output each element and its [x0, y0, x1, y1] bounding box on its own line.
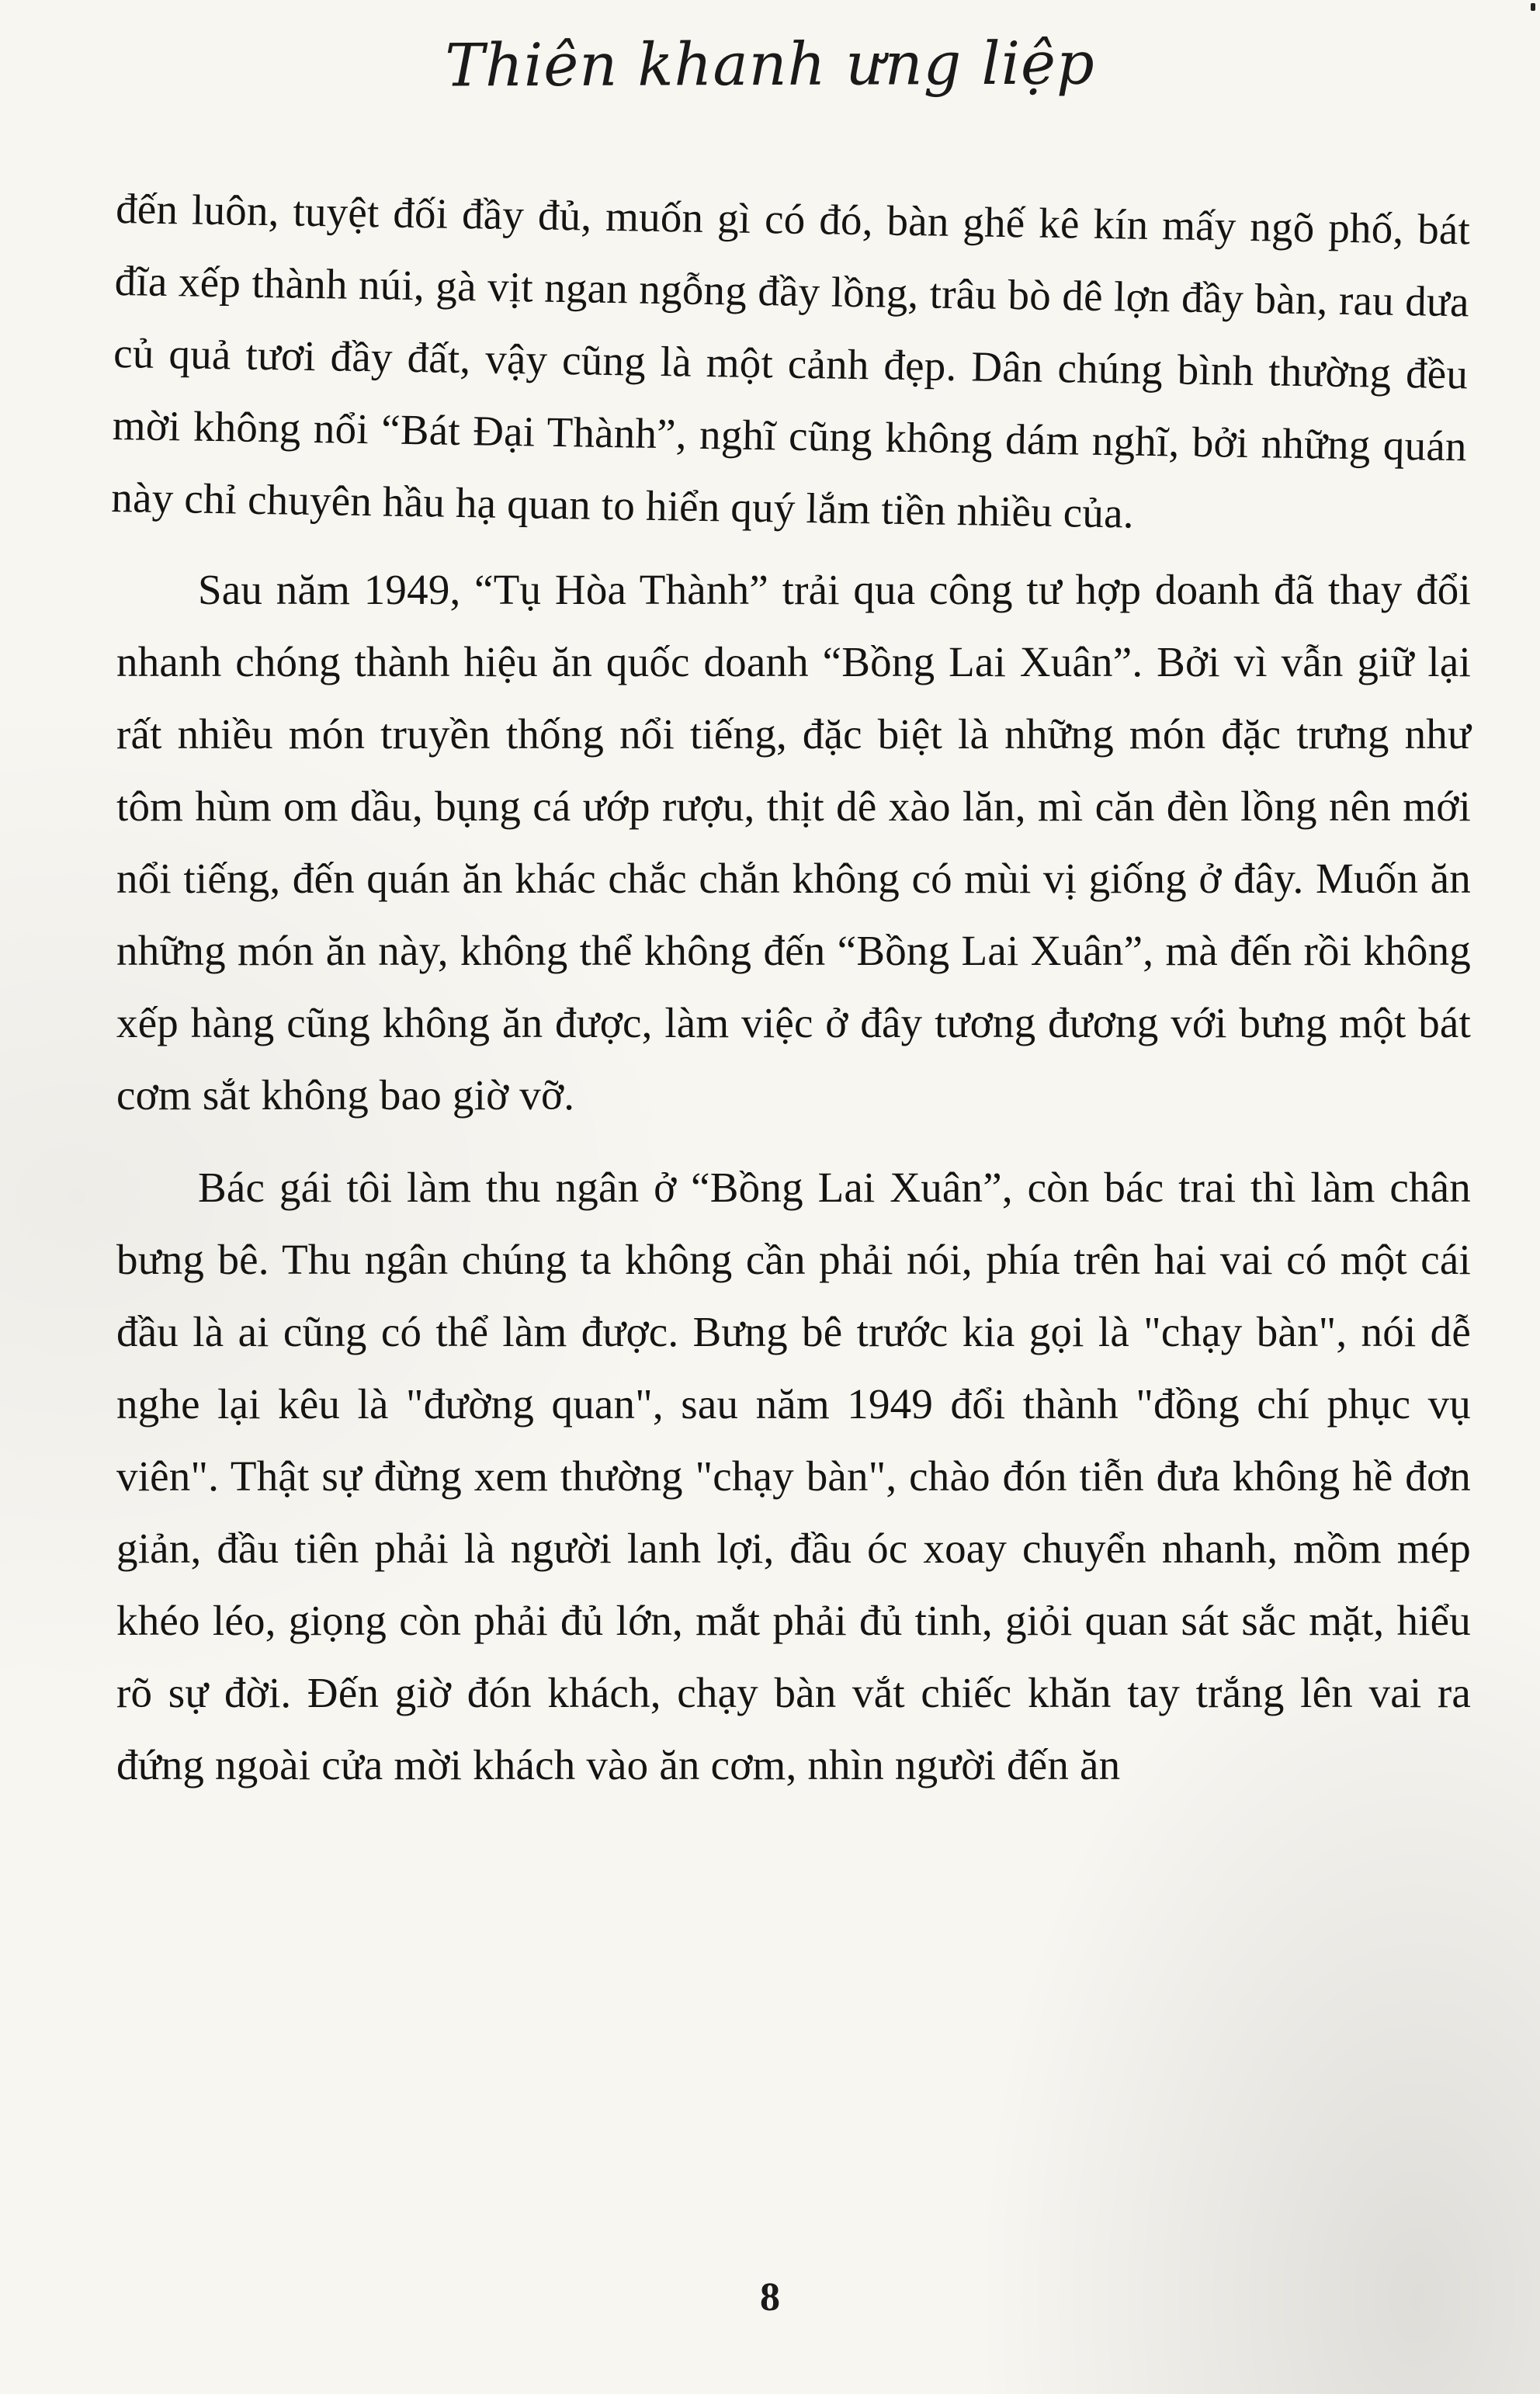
scan-speck [1531, 3, 1535, 11]
running-head: Thiên khanh ưng liệp [445, 28, 1095, 100]
body-text [110, 172, 1471, 1821]
paragraph: Bác gái tôi làm thu ngân ở “Bồng Lai Xuân”, còn bác trai thì làm chân bưng bê. Thu ngân chúng ta không cần phải nói, phía trên hai vai có một cái đầu là ai cũng có thể làm được. Bưng bê trước kia gọi là "chạy bàn", nói dễ nghe lại kêu là "đường quan", sau năm 1949 đổi thành "đồng chí phục vụ viên". Thật sự đừng xem thường "chạy bàn", chào đón tiễn đưa không hề đơn giản, đầu tiên phải là người lanh lợi, đầu óc xoay chuyển nhanh, mồm mép khéo léo, giọng còn phải đủ lớn, mắt phải đủ tinh, giỏi quan sát sắc mặt, hiểu rõ sự đời. Đến giờ đón khách, chạy bàn vắt chiếc khăn tay trắng lên vai ra đứng ngoài cửa mời khách vào ăn cơm, nhìn người đến ăn [116, 1164, 1471, 1789]
paragraph-continued: đến luôn, tuyệt đối đầy đủ, muốn gì có đó, bàn ghế kê kín mấy ngõ phố, bát đĩa xếp thành núi, gà vịt ngan ngỗng đầy lồng, trâu bò dê lợn đầy bàn, rau dưa củ quả tươi đầy đất, vậy cũng là một cảnh đẹp. Dân chúng bình thường đều mời không nổi “Bát Đại Thành”, nghĩ cũng không dám nghĩ, bởi những quán này chỉ chuyên hầu hạ quan to hiển quý lắm tiền nhiều của. [110, 184, 1471, 537]
paragraph: Sau năm 1949, “Tụ Hòa Thành” trải qua công tư hợp doanh đã thay đổi nhanh chóng thành hiệu ăn quốc doanh “Bồng Lai Xuân”. Bởi vì vẫn giữ lại rất nhiều món truyền thống nổi tiếng, đặc biệt là những món đặc trưng như tôm hùm om dầu, bụng cá ướp rượu, thịt dê xào lăn, mì căn đèn lồng nên mới nổi tiếng, đến quán ăn khác chắc chắn không có mùi vị giống ở đây. Muốn ăn những món ăn này, không thể không đến “Bồng Lai Xuân”, mà đến rồi không xếp hàng cũng không ăn được, làm việc ở đây tương đương với bưng một bát cơm sắt không bao giờ vỡ. [116, 566, 1471, 1119]
page-number: 8 [760, 2275, 780, 2319]
